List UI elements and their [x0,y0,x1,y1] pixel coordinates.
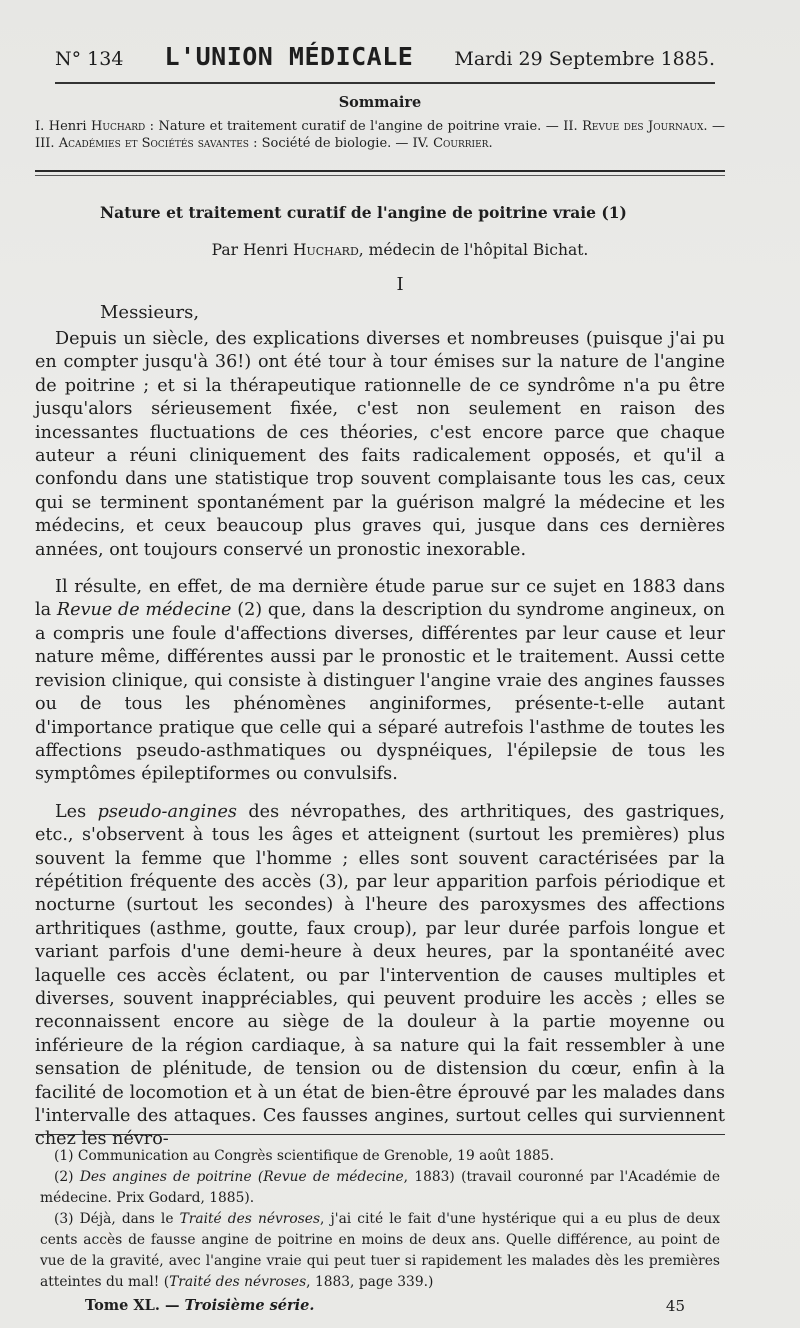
fn3-text-b: , j'ai cité le fait d'une hystérique qui a eu plus de deux cents accès de fausse angine de poitrine en moins de deux ans. Quelle différence, au point de vue de la gravité, avec l'angine vraie qui peut tuer si rapidement les malades dès les premières atteintes du mal! ( [40,1211,720,1290]
page-footer [85,1297,685,1315]
table-of-contents [35,94,725,152]
article-body [35,328,725,1152]
toc-item-1: : Nature et traitement curatif de l'angine de poitrine vraie. — II. [145,119,578,134]
fn3-title: Traité des névroses [179,1211,321,1227]
masthead [55,42,715,84]
fn3-text-a: (3) Déjà, dans le [54,1211,180,1227]
fn2-mark: (2) [54,1169,80,1185]
footnote-1: (1) Communication au Congrès scientifique de Grenoble, 19 août 1885. [54,1148,554,1164]
paragraph-1: Depuis un siècle, des explications diverses et nombreuses (puisque j'ai pu en compter jusqu'à 36!) ont été tour à tour émises sur la nature de l'angine de poitrine ; et si la thérapeutique rationnelle de ce syndrôme n'a pu être jusqu'alors sérieusement fixée, c'est non seulement en raison des incessantes fluctuations de ces théories, c'est encore parce que chaque auteur a réuni cliniquement des faits radicalement opposés, et qu'il a confondu dans une statistique trop souvent complaisante tous les cas, ceux qui se terminent spontanément par la guérison malgré la médecine et les médecins, et ceux beaucoup plus graves qui, jusque dans ces dernières années, ont toujours conservé un pronostic inexorable. [35,329,725,560]
volume-info [85,1297,314,1315]
toc-item-4: Courrier [433,136,489,151]
toc-end: . [488,136,493,151]
author-affiliation: , médecin de l'hôpital Bichat. [358,241,589,259]
footnote-3 [40,1209,720,1293]
fn2-title: Des angines de poitrine (Revue de médecine [79,1169,404,1185]
footnote-2 [40,1167,720,1209]
footnotes [40,1146,720,1293]
salutation: Messieurs, [100,302,200,323]
fn3-text-c: , 1883, page 339.) [306,1274,434,1290]
article-title: Nature et traitement curatif de l'angine de poitrine vraie (1) [100,203,627,222]
toc-item-number: I. [35,119,45,134]
toc-item-3-text: : Société de biologie. — IV. [248,136,429,151]
journal-title: L'UNION MÉDICALE [164,42,414,71]
issue-date: Mardi 29 Septembre 1885. [454,48,715,70]
p2-journal-ref: Revue de médecine [56,600,232,621]
p2-text-a: Il résulte, en effet, de ma dernière étude parue sur ce sujet en 1883 dans la [35,577,725,621]
paragraph-3 [35,801,725,1152]
series-label: Troisième série. [184,1297,315,1314]
section-number: I [396,274,404,295]
p3-term: pseudo-angines [97,801,237,822]
toc-separator: . — III. [35,119,726,151]
fn3-title-2: Traité des névroses [169,1274,307,1290]
toc-text [35,118,725,152]
paragraph-2 [35,576,725,787]
toc-item-2: Revue des Journaux [582,119,704,134]
author-prefix: Par Henri [211,241,288,259]
footnote-divider [35,1134,725,1135]
volume-label: Tome XL. — [85,1297,180,1314]
author-name: Huchard [292,241,359,259]
toc-author-last: Huchard [91,119,146,134]
section-divider [35,170,725,176]
toc-item-3: Académies et Sociétés savantes [58,136,249,151]
p2-text-b: (2) que, dans la description du syndrome angineux, on a compris une foule d'affections diverses, différentes par leur cause et leur nature même, différentes aussi par le pronostic et le traitement. Aussi cette revision clinique, qui consiste à distinguer l'angine vraie des angines fausses ou de tous les phénomènes anginiformes, présente-t-elle autant d'importance pratique que celle qui a séparé autrefois l'asthme de toutes les affections pseudo-asthmatiques ou dyspnéiques, l'épilepsie de tous les symptômes épileptiformes ou convulsifs. [35,600,725,785]
issue-number: N° 134 [55,48,124,70]
fn2-text: , 1883) (travail couronné par l'Académie de médecine. Prix Godard, 1885). [40,1169,720,1206]
article-author [0,241,800,259]
toc-author-first: Henri [48,119,87,134]
toc-title: Sommaire [338,94,422,111]
p3-text-a: Les [55,801,98,822]
p3-text-b: des névropathes, des arthritiques, des gastriques, etc., s'observent à tous les âges et atteignent (surtout les premières) plus souvent la femme que l'homme ; elles sont souvent caractérisées par la répétition fréquente des accès (3), par leur apparition parfois périodique et nocturne (surtout les secondes) à l'heure des paroxysmes des affections arthritiques (asthme, goutte, faux croup), par leur durée parfois longue et variant parfois d'une demi-heure à deux heures, par la spontanéité avec laquelle ces accès éclatent, ou par l'intervention de causes multiples et diverses, souvent inappréciables, qui peuvent produire les accès ; elles se reconnaissent encore au siège de la douleur à la partie moyenne ou inférieure de la région cardiaque, à sa nature qui la fait ressembler à une sensation de plénitude, de tension ou de distension du cœur, enfin à la facilité de locomotion et à un état de bien-être éprouvé par les malades dans l'intervalle des attaques. Ces fausses angines, surtout celles qui surviennent chez les névro- [35,801,725,1150]
page-number: 45 [665,1297,685,1315]
